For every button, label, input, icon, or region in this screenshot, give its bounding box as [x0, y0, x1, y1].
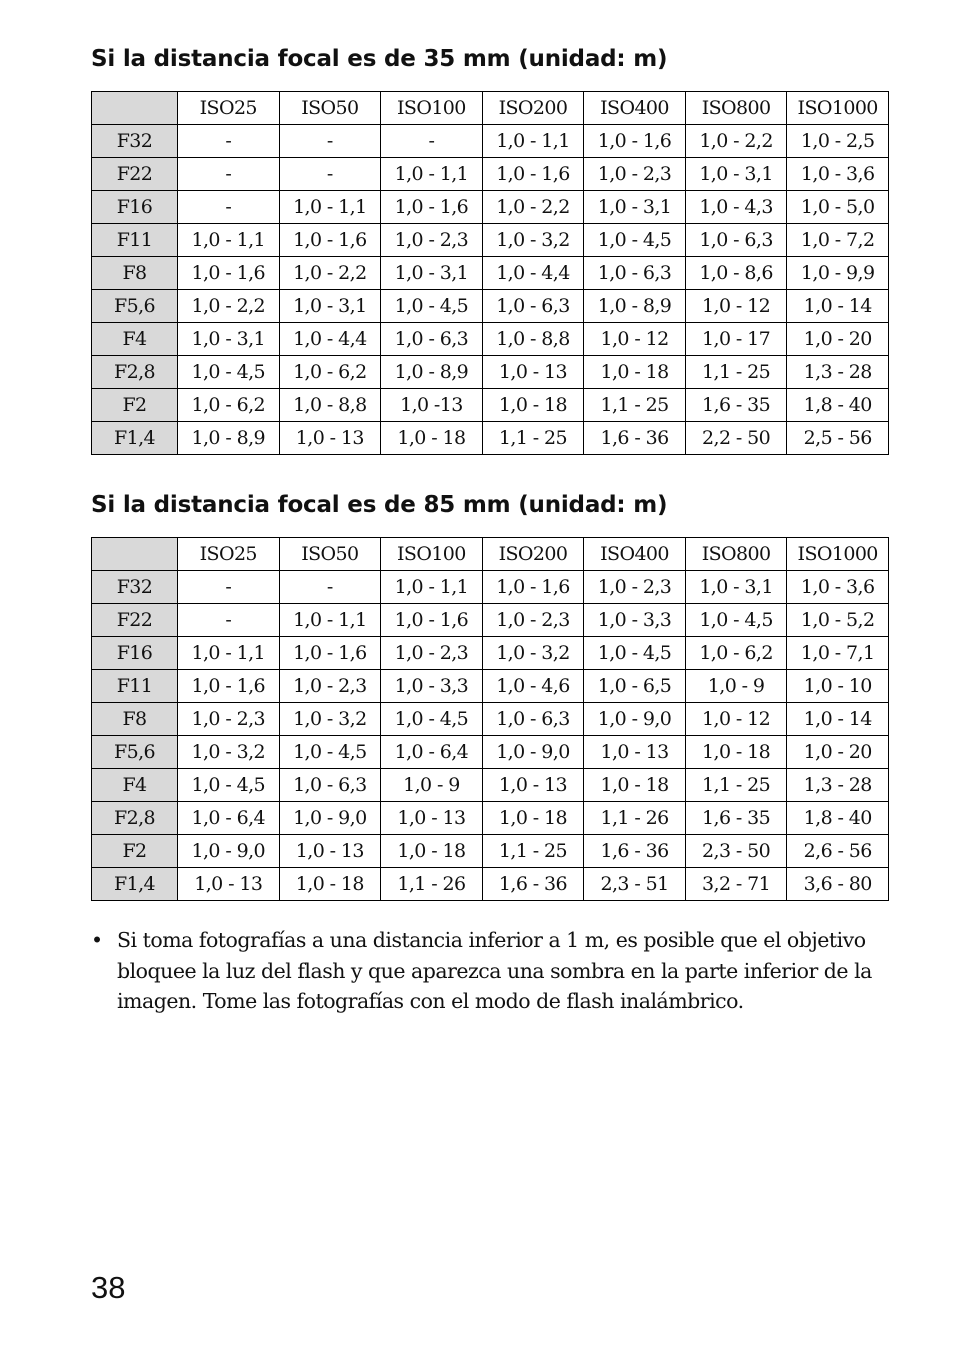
distance-range-cell: 2,5 - 56: [787, 422, 889, 455]
distance-range-cell: 1,0 - 3,6: [787, 571, 889, 604]
distance-range-cell: 1,0 - 3,3: [584, 604, 686, 637]
distance-range-cell: 1,0 - 3,1: [279, 290, 381, 323]
distance-range-cell: 1,0 - 5,2: [787, 604, 889, 637]
distance-range-cell: 1,0 - 9,0: [584, 703, 686, 736]
distance-range-cell: -: [178, 125, 280, 158]
distance-range-cell: 1,0 - 1,6: [584, 125, 686, 158]
distance-range-cell: 1,1 - 26: [584, 802, 686, 835]
distance-range-cell: -: [381, 125, 483, 158]
distance-range-cell: 1,0 - 13: [381, 802, 483, 835]
distance-range-cell: -: [178, 158, 280, 191]
distance-range-cell: 1,0 - 6,4: [381, 736, 483, 769]
distance-range-cell: 1,0 - 7,2: [787, 224, 889, 257]
distance-range-cell: 1,0 - 14: [787, 703, 889, 736]
distance-range-cell: 1,0 - 2,5: [787, 125, 889, 158]
distance-range-cell: 1,6 - 36: [584, 835, 686, 868]
distance-range-cell: 2,3 - 51: [584, 868, 686, 901]
distance-range-cell: 1,0 - 1,6: [279, 637, 381, 670]
iso-column-header: ISO25: [178, 92, 280, 125]
distance-range-cell: 2,6 - 56: [787, 835, 889, 868]
distance-range-cell: 1,0 - 9,9: [787, 257, 889, 290]
distance-range-cell: 1,0 - 2,2: [482, 191, 584, 224]
distance-range-cell: 1,0 - 6,3: [685, 224, 787, 257]
distance-range-cell: 1,0 - 20: [787, 323, 889, 356]
table-row: [92, 290, 889, 323]
distance-range-cell: 1,0 - 3,1: [685, 158, 787, 191]
distance-range-cell: -: [178, 604, 280, 637]
aperture-row-header: F2,8: [92, 356, 178, 389]
distance-range-cell: 1,0 - 3,6: [787, 158, 889, 191]
distance-range-cell: 1,0 - 2,3: [482, 604, 584, 637]
distance-range-cell: 1,6 - 36: [482, 868, 584, 901]
distance-range-cell: 1,0 - 20: [787, 736, 889, 769]
distance-range-cell: 1,0 - 4,5: [584, 637, 686, 670]
section-title-35mm: Si la distancia focal es de 35 mm (unidad: m): [91, 46, 668, 72]
aperture-row-header: F11: [92, 224, 178, 257]
distance-range-cell: 1,0 - 8,8: [482, 323, 584, 356]
flash-range-table-35mm: [91, 91, 889, 455]
aperture-row-header: F32: [92, 571, 178, 604]
distance-range-cell: 1,0 - 6,3: [381, 323, 483, 356]
distance-range-cell: 1,8 - 40: [787, 802, 889, 835]
aperture-row-header: F1,4: [92, 422, 178, 455]
distance-range-cell: 1,1 - 25: [482, 422, 584, 455]
distance-range-cell: 1,0 - 1,6: [482, 571, 584, 604]
distance-range-cell: 1,0 - 4,5: [178, 769, 280, 802]
aperture-row-header: F1,4: [92, 868, 178, 901]
distance-range-cell: 1,0 - 1,6: [381, 604, 483, 637]
distance-range-cell: 1,0 - 3,3: [381, 670, 483, 703]
distance-range-cell: -: [178, 571, 280, 604]
distance-range-cell: 1,0 - 3,2: [178, 736, 280, 769]
note-text: Si toma fotografías a una distancia inferior a 1 m, es posible que el objetivo bloquee la luz del flash y que aparezca una sombra en la parte inferior de la imagen. Tome las fotografías con el modo de flash inalámbrico.: [117, 928, 872, 1013]
iso-column-header: ISO50: [279, 538, 381, 571]
distance-range-cell: 1,0 - 1,6: [381, 191, 483, 224]
distance-range-cell: 1,0 - 2,3: [381, 224, 483, 257]
distance-range-cell: 1,0 - 3,2: [279, 703, 381, 736]
table-row: [92, 323, 889, 356]
aperture-row-header: F11: [92, 670, 178, 703]
distance-range-cell: 1,0 - 13: [279, 422, 381, 455]
aperture-row-header: F8: [92, 257, 178, 290]
iso-column-header: ISO1000: [787, 538, 889, 571]
distance-range-cell: 1,1 - 25: [685, 769, 787, 802]
distance-range-cell: 1,0 - 1,6: [178, 670, 280, 703]
distance-range-cell: 1,0 - 3,1: [584, 191, 686, 224]
distance-range-cell: 1,8 - 40: [787, 389, 889, 422]
aperture-row-header: F4: [92, 323, 178, 356]
bullet: •: [91, 928, 103, 952]
distance-range-cell: 1,0 - 6,2: [279, 356, 381, 389]
aperture-row-header: F2: [92, 835, 178, 868]
distance-range-cell: 1,0 - 6,3: [279, 769, 381, 802]
distance-range-cell: 1,0 - 2,2: [178, 290, 280, 323]
table-row: [92, 191, 889, 224]
distance-range-cell: 1,0 - 1,6: [279, 224, 381, 257]
table-row: [92, 158, 889, 191]
aperture-row-header: F2,8: [92, 802, 178, 835]
distance-range-cell: 1,0 - 3,1: [685, 571, 787, 604]
distance-range-cell: 1,0 - 14: [787, 290, 889, 323]
distance-range-cell: 1,0 - 18: [482, 802, 584, 835]
distance-range-cell: 1,0 - 6,4: [178, 802, 280, 835]
distance-range-cell: 1,0 - 13: [178, 868, 280, 901]
distance-range-cell: 1,0 - 13: [482, 769, 584, 802]
distance-range-cell: 1,0 - 2,3: [584, 571, 686, 604]
aperture-row-header: F32: [92, 125, 178, 158]
distance-range-cell: -: [279, 125, 381, 158]
distance-range-cell: 1,0 - 4,4: [279, 323, 381, 356]
iso-column-header: ISO100: [381, 538, 483, 571]
distance-range-cell: 1,3 - 28: [787, 356, 889, 389]
distance-range-cell: 1,3 - 28: [787, 769, 889, 802]
page-number: 38: [91, 1270, 126, 1305]
corner-cell: [92, 92, 178, 125]
note-paragraph: [91, 925, 881, 1017]
iso-column-header: ISO1000: [787, 92, 889, 125]
table-row: [92, 670, 889, 703]
distance-range-cell: -: [279, 571, 381, 604]
distance-range-cell: 1,0 - 10: [787, 670, 889, 703]
distance-range-cell: 1,0 - 9: [381, 769, 483, 802]
distance-range-cell: 1,0 - 1,1: [178, 224, 280, 257]
distance-range-cell: 1,0 - 2,3: [381, 637, 483, 670]
distance-range-cell: 1,0 - 6,3: [482, 290, 584, 323]
distance-range-cell: 1,0 - 2,3: [584, 158, 686, 191]
distance-range-cell: 1,0 - 1,1: [279, 604, 381, 637]
table-row: [92, 703, 889, 736]
distance-range-cell: 1,0 - 18: [381, 835, 483, 868]
distance-range-cell: 1,0 - 6,5: [584, 670, 686, 703]
distance-range-cell: 1,0 - 17: [685, 323, 787, 356]
distance-range-cell: 1,0 - 18: [381, 422, 483, 455]
aperture-row-header: F5,6: [92, 736, 178, 769]
distance-range-cell: 1,0 - 3,1: [178, 323, 280, 356]
distance-range-cell: 1,0 - 1,1: [381, 571, 483, 604]
iso-column-header: ISO800: [685, 92, 787, 125]
distance-range-cell: 2,3 - 50: [685, 835, 787, 868]
distance-range-cell: 1,0 - 8,8: [279, 389, 381, 422]
distance-range-cell: 1,0 - 9,0: [279, 802, 381, 835]
distance-range-cell: 1,0 - 4,5: [381, 290, 483, 323]
distance-range-cell: 1,6 - 35: [685, 802, 787, 835]
iso-column-header: ISO400: [584, 92, 686, 125]
aperture-row-header: F22: [92, 604, 178, 637]
aperture-row-header: F4: [92, 769, 178, 802]
distance-range-cell: 1,0 - 8,9: [381, 356, 483, 389]
aperture-row-header: F2: [92, 389, 178, 422]
distance-range-cell: 1,0 - 6,2: [685, 637, 787, 670]
distance-range-cell: 1,6 - 35: [685, 389, 787, 422]
distance-range-cell: 2,2 - 50: [685, 422, 787, 455]
iso-column-header: ISO100: [381, 92, 483, 125]
distance-range-cell: 1,0 - 12: [584, 323, 686, 356]
distance-range-cell: 1,0 - 3,2: [482, 224, 584, 257]
distance-range-cell: 1,1 - 26: [381, 868, 483, 901]
distance-range-cell: 1,0 - 4,5: [279, 736, 381, 769]
distance-range-cell: 1,0 - 18: [685, 736, 787, 769]
table-row: [92, 868, 889, 901]
distance-range-cell: 1,0 - 9,0: [178, 835, 280, 868]
flash-range-table-85mm: [91, 537, 889, 901]
distance-range-cell: 1,1 - 25: [685, 356, 787, 389]
distance-range-cell: 1,0 - 2,3: [279, 670, 381, 703]
distance-range-cell: 1,0 - 9: [685, 670, 787, 703]
distance-range-cell: 1,1 - 25: [584, 389, 686, 422]
distance-range-cell: 1,0 - 18: [482, 389, 584, 422]
distance-range-cell: 1,0 - 1,1: [178, 637, 280, 670]
distance-range-cell: 1,0 - 1,1: [279, 191, 381, 224]
distance-range-cell: 1,0 - 8,9: [584, 290, 686, 323]
distance-range-cell: 1,0 -13: [381, 389, 483, 422]
iso-column-header: ISO800: [685, 538, 787, 571]
distance-range-cell: 1,0 - 4,6: [482, 670, 584, 703]
aperture-row-header: F16: [92, 637, 178, 670]
distance-range-cell: 1,0 - 1,6: [178, 257, 280, 290]
table-row: [92, 224, 889, 257]
aperture-row-header: F16: [92, 191, 178, 224]
table-row: [92, 356, 889, 389]
distance-range-cell: 1,6 - 36: [584, 422, 686, 455]
distance-range-cell: 1,0 - 18: [584, 769, 686, 802]
table-row: [92, 422, 889, 455]
header-row: [92, 538, 889, 571]
table-row: [92, 604, 889, 637]
distance-range-cell: 1,0 - 13: [584, 736, 686, 769]
distance-range-cell: 1,0 - 4,5: [685, 604, 787, 637]
distance-range-cell: 1,0 - 1,6: [482, 158, 584, 191]
aperture-row-header: F8: [92, 703, 178, 736]
distance-range-cell: 1,0 - 4,3: [685, 191, 787, 224]
table-row: [92, 257, 889, 290]
aperture-row-header: F5,6: [92, 290, 178, 323]
iso-column-header: ISO25: [178, 538, 280, 571]
iso-column-header: ISO200: [482, 92, 584, 125]
distance-range-cell: 1,0 - 4,5: [381, 703, 483, 736]
table-row: [92, 736, 889, 769]
iso-column-header: ISO200: [482, 538, 584, 571]
distance-range-cell: 1,0 - 4,4: [482, 257, 584, 290]
section-title-85mm: Si la distancia focal es de 85 mm (unidad: m): [91, 492, 668, 518]
distance-range-cell: 1,0 - 18: [279, 868, 381, 901]
distance-range-cell: 1,0 - 13: [482, 356, 584, 389]
distance-range-cell: 1,0 - 18: [584, 356, 686, 389]
distance-range-cell: 1,0 - 8,6: [685, 257, 787, 290]
distance-range-cell: 1,0 - 2,2: [685, 125, 787, 158]
distance-range-cell: -: [178, 191, 280, 224]
distance-range-cell: 1,0 - 12: [685, 703, 787, 736]
table-row: [92, 637, 889, 670]
distance-range-cell: 1,0 - 4,5: [178, 356, 280, 389]
distance-range-cell: 1,0 - 6,3: [584, 257, 686, 290]
table-row: [92, 835, 889, 868]
distance-range-cell: 1,0 - 13: [279, 835, 381, 868]
table-row: [92, 802, 889, 835]
table-row: [92, 571, 889, 604]
distance-range-cell: 1,0 - 5,0: [787, 191, 889, 224]
distance-range-cell: 1,0 - 6,2: [178, 389, 280, 422]
distance-range-cell: 1,0 - 1,1: [482, 125, 584, 158]
distance-range-cell: 1,0 - 2,2: [279, 257, 381, 290]
iso-column-header: ISO50: [279, 92, 381, 125]
distance-range-cell: 1,0 - 7,1: [787, 637, 889, 670]
distance-range-cell: 1,1 - 25: [482, 835, 584, 868]
iso-column-header: ISO400: [584, 538, 686, 571]
distance-range-cell: 1,0 - 12: [685, 290, 787, 323]
distance-range-cell: 3,2 - 71: [685, 868, 787, 901]
distance-range-cell: 1,0 - 9,0: [482, 736, 584, 769]
distance-range-cell: 1,0 - 1,1: [381, 158, 483, 191]
distance-range-cell: 3,6 - 80: [787, 868, 889, 901]
distance-range-cell: -: [279, 158, 381, 191]
distance-range-cell: 1,0 - 4,5: [584, 224, 686, 257]
distance-range-cell: 1,0 - 6,3: [482, 703, 584, 736]
distance-range-cell: 1,0 - 3,1: [381, 257, 483, 290]
distance-range-cell: 1,0 - 3,2: [482, 637, 584, 670]
header-row: [92, 92, 889, 125]
table-row: [92, 125, 889, 158]
table-row: [92, 389, 889, 422]
aperture-row-header: F22: [92, 158, 178, 191]
distance-range-cell: 1,0 - 8,9: [178, 422, 280, 455]
table-row: [92, 769, 889, 802]
corner-cell: [92, 538, 178, 571]
distance-range-cell: 1,0 - 2,3: [178, 703, 280, 736]
